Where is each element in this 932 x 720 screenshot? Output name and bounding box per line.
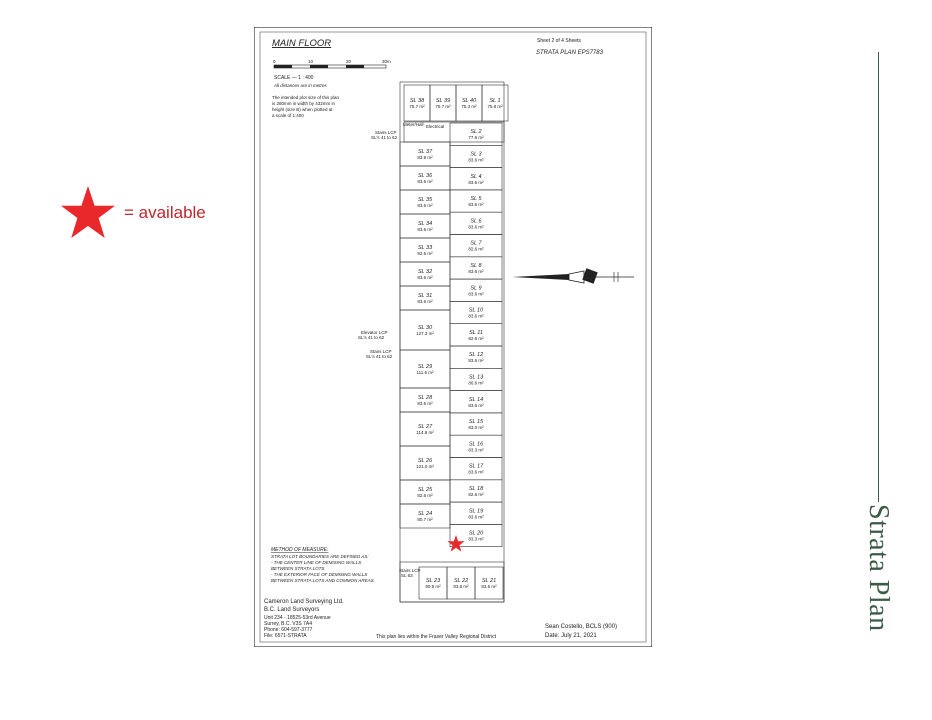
- surveyor-line: Cameron Land Surveying Ltd.: [264, 599, 344, 605]
- lot-number: SL 32: [417, 269, 433, 275]
- lot-area: 83.6 m²: [417, 401, 433, 406]
- lot-number: SL 19: [468, 508, 484, 515]
- lot-number: SL 36: [417, 173, 433, 179]
- signed-date: Date: July 21, 2021: [545, 633, 597, 639]
- lot-area: 114.8 m²: [416, 430, 434, 435]
- surveyor-line: Unit 234 - 18525-53rd Avenue: [264, 615, 331, 621]
- divider-line: [878, 52, 879, 502]
- lot-area: 83.6 m²: [468, 291, 484, 297]
- lot-area: 75.8 m²: [487, 104, 503, 109]
- lot-number: SL 22: [453, 578, 469, 584]
- lot-number: SL 17: [468, 463, 484, 470]
- lot-area: 77.6 m²: [468, 135, 484, 141]
- method-line: BETWEEN STRATA LOTS: [271, 566, 325, 571]
- elevator-lcp-label: Elevator LCP: [361, 330, 388, 335]
- strata-plan-drawing: [254, 27, 652, 647]
- method-line: - THE EXTERIOR FACE OF DEMISING WALLS: [271, 572, 368, 577]
- lot-number: SL 15: [468, 419, 484, 426]
- lot-area: 83.6 m²: [468, 402, 484, 408]
- lot-area: 83.6 m²: [481, 584, 497, 589]
- plan-number: STRATA PLAN EPS7783: [536, 50, 603, 56]
- lot-number: SL 14: [468, 396, 484, 403]
- availability-legend: [60, 186, 206, 240]
- plot-note-line: a scale of 1:400: [272, 113, 304, 118]
- stairs-lcp-label: SL's 41 to 62: [366, 354, 393, 359]
- lot-area: 90.9 m²: [425, 584, 441, 589]
- lot-area: 75.3 m²: [461, 104, 477, 109]
- stairs-lcp-label: SL 63: [401, 573, 413, 578]
- stairs-lcp-label: Stairs LCP: [399, 568, 421, 573]
- sheet-label: Sheet 2 of 4 Sheets: [537, 38, 581, 44]
- lot-number: SL 3: [470, 151, 482, 158]
- lot-area: 82.6 m²: [468, 491, 484, 497]
- lot-number: SL 38: [409, 98, 425, 104]
- page-title: Strata Plan: [863, 504, 894, 632]
- lot-number: SL 30: [417, 325, 433, 331]
- plot-note-line: height (size B) when plotted at: [272, 107, 333, 112]
- lot-area: 80.7 m²: [417, 517, 433, 522]
- legend-label: = available: [124, 203, 206, 222]
- lot-area: 82.6 m²: [468, 246, 484, 252]
- method-title: METHOD OF MEASURE:: [271, 547, 329, 553]
- lot-area: 83.6 m²: [468, 157, 484, 163]
- lot-area: 111.6 m²: [416, 370, 434, 375]
- surveyor-line: B.C. Land Surveyors: [264, 607, 320, 613]
- lot-number: SL 8: [470, 262, 482, 269]
- lot-area: 83.9 m²: [417, 155, 433, 160]
- lot-number: SL 20: [468, 530, 484, 537]
- lot-area: 83.6 m²: [453, 584, 469, 589]
- district-note: This plan lies within the Fraser Valley Regional District: [376, 634, 496, 640]
- scale-tick: 30m: [382, 59, 391, 64]
- scale-tick: 0: [273, 59, 276, 64]
- lot-number: SL 25: [417, 487, 433, 493]
- lot-number: SL 29: [417, 364, 433, 370]
- lot-area: 83.6 m²: [417, 179, 433, 184]
- lot-number: SL 4: [470, 173, 482, 180]
- lot-number: SL 23: [425, 578, 441, 584]
- lot-number: SL 11: [469, 329, 483, 336]
- scale-tick: 10: [308, 59, 314, 64]
- lot-number: SL 6: [470, 218, 482, 225]
- lot-area: 83.6 m²: [468, 358, 484, 364]
- lot-area: 83.6 m²: [468, 202, 484, 208]
- lot-area: 82.6 m²: [417, 493, 433, 498]
- lot-area: 82.6 m²: [468, 335, 484, 341]
- lot-area: 83.6 m²: [417, 203, 433, 208]
- lot-number: SL 24: [417, 511, 433, 517]
- lot-area: 83.6 m²: [468, 179, 484, 185]
- method-line: STRATA LOT BOUNDARIES ARE DEFINED AS:: [271, 554, 369, 559]
- star-icon: [60, 186, 116, 240]
- lot-number: SL 21: [481, 578, 497, 584]
- lot-area: 83.6 m²: [468, 224, 484, 230]
- stairs-lcp-label: Stairs LCP: [375, 130, 397, 135]
- lot-number: SL 35: [417, 197, 433, 203]
- lot-area: 83.6 m²: [468, 313, 484, 319]
- surveyor-line: Surrey, B.C. V3S 7A4: [264, 621, 312, 627]
- surveyor-line: File: 6571-STRATA: [264, 633, 307, 639]
- lot-number: SL 34: [417, 221, 433, 227]
- lot-area: 80.6 m²: [468, 380, 484, 386]
- lot-number: SL 1: [489, 98, 501, 104]
- stairs-lcp-label: SL's 41 to 62: [371, 135, 398, 140]
- lot-number: SL 12: [468, 352, 484, 359]
- lot-number: SL 31: [417, 293, 433, 299]
- lot-number: SL 13: [468, 374, 484, 381]
- plan-heading: MAIN FLOOR: [272, 38, 332, 49]
- lot-area: 83.6 m²: [417, 299, 433, 304]
- lot-number: SL 5: [470, 196, 482, 203]
- elevator-lcp-label: SL's 41 to 62: [358, 335, 385, 340]
- lot-number: SL 2: [470, 129, 482, 136]
- lot-area: 82.6 m²: [417, 251, 433, 256]
- lot-area: 83.3 m²: [468, 447, 484, 453]
- stairs-lcp-label: Stairs LCP: [370, 349, 392, 354]
- method-line: BETWEEN STRATA LOTS AND COMMON AREAS.: [271, 578, 375, 583]
- lot-area: 121.0 m²: [416, 464, 434, 469]
- lot-area: 83.6 m²: [468, 469, 484, 475]
- lot-number: SL 37: [417, 149, 433, 155]
- lot-area: 83.6 m²: [468, 268, 484, 274]
- lot-number: SL 33: [417, 245, 433, 251]
- lot-area: 83.3 m²: [468, 536, 484, 542]
- lot-area: 83.6 m²: [417, 227, 433, 232]
- lot-area: 127.3 m²: [416, 331, 434, 336]
- lot-number: SL 7: [470, 240, 482, 247]
- lot-number: SL 26: [417, 458, 433, 464]
- lot-number: SL 10: [468, 307, 484, 314]
- meter-hall-label: Meter/Hall: [403, 122, 424, 127]
- lot-area: 83.0 m²: [468, 425, 484, 431]
- lot-number: SL 28: [417, 395, 433, 401]
- distances-note: All distances are in metres: [274, 83, 327, 88]
- scale-tick: 20: [346, 59, 352, 64]
- lot-number: SL 18: [468, 485, 484, 492]
- lot-area: 75.7 m²: [435, 104, 451, 109]
- lot-number: SL 27: [417, 424, 433, 430]
- scale-text: SCALE — 1 : 400: [274, 75, 314, 81]
- lot-number: SL 16: [468, 441, 484, 448]
- surveyor-line: Phone: 604-597-3777: [264, 627, 313, 633]
- method-line: - THE CENTER LINE OF DEMISING WALLS: [271, 560, 362, 565]
- lot-number: SL 40: [461, 98, 477, 104]
- electrical-label: Electrical: [426, 124, 445, 129]
- plot-note-line: is 280mm in width by 432mm in: [272, 101, 336, 106]
- signer-name: Sean Costello, BCLS (900): [545, 624, 618, 630]
- lot-number: SL 39: [435, 98, 451, 104]
- lot-area: 75.7 m²: [409, 104, 425, 109]
- plot-note-line: The intended plot size of this plan: [272, 95, 340, 100]
- lot-number: SL 9: [470, 285, 482, 292]
- lot-area: 83.6 m²: [417, 275, 433, 280]
- lot-area: 83.6 m²: [468, 514, 484, 520]
